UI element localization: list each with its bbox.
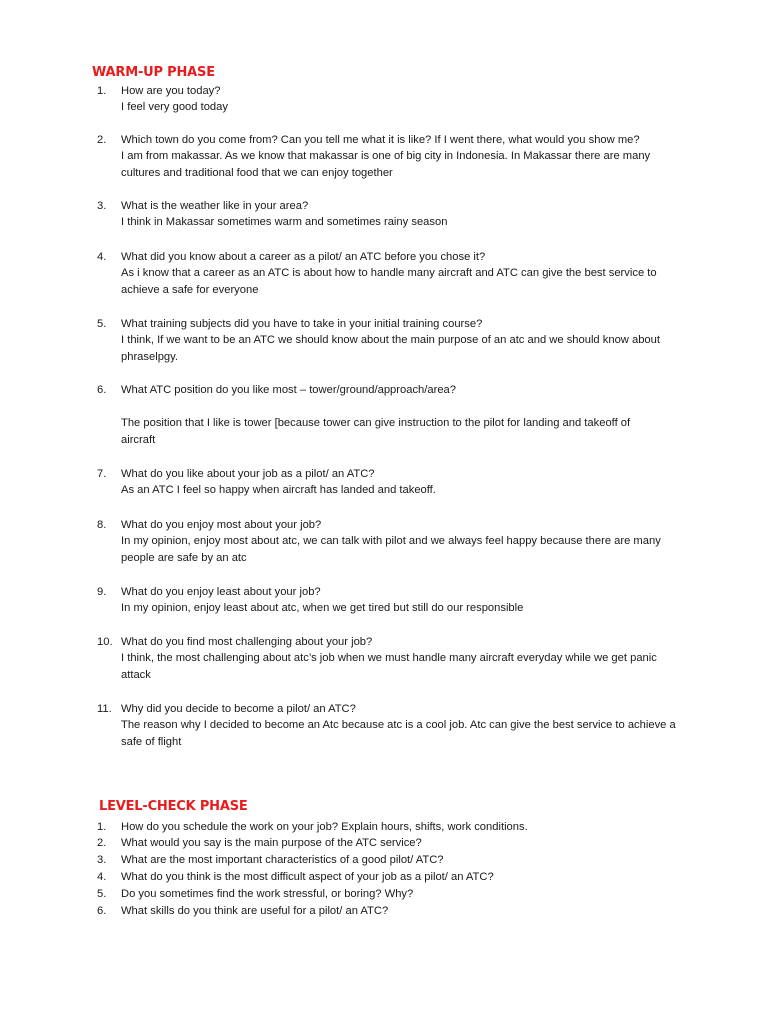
item-number: 9. <box>97 586 107 598</box>
warmup-heading: WARM-UP PHASE <box>92 65 215 80</box>
item-number: 3. <box>97 200 107 212</box>
question-text: What do you enjoy least about your job? <box>121 586 321 598</box>
question-text: What do you enjoy most about your job? <box>121 519 322 531</box>
item-number: 4. <box>97 871 107 883</box>
item-number: 2. <box>97 837 107 849</box>
answer-text: As i know that a career as an ATC is about how to handle many aircraft and ATC can give the best service to achieve a safe for everyone <box>121 267 657 296</box>
question-text: What do you like about your job as a pilot/ an ATC? <box>121 468 375 480</box>
item-number: 8. <box>97 519 107 531</box>
question-text: What training subjects did you have to take in your initial training course? <box>121 318 483 330</box>
item-number: 2. <box>97 134 107 146</box>
question-text: Do you sometimes find the work stressful, or boring? Why? <box>121 888 414 900</box>
question-text: How are you today? <box>121 85 221 97</box>
answer-text: As an ATC I feel so happy when aircraft has landed and takeoff. <box>121 484 436 496</box>
question-text: How do you schedule the work on your job? Explain hours, shifts, work conditions. <box>121 821 528 833</box>
question-text: What skills do you think are useful for a pilot/ an ATC? <box>121 905 389 917</box>
item-number: 5. <box>97 318 107 330</box>
question-text: What are the most important characteristics of a good pilot/ ATC? <box>121 854 444 866</box>
question-text: What ATC position do you like most – tower/ground/approach/area? <box>121 384 456 396</box>
item-number: 10. <box>97 636 113 648</box>
item-number: 1. <box>97 85 107 97</box>
question-text: Why did you decide to become a pilot/ an ATC? <box>121 703 356 715</box>
item-number: 3. <box>97 854 107 866</box>
levelcheck-heading: LEVEL-CHECK PHASE <box>99 799 248 814</box>
question-text: What do you find most challenging about your job? <box>121 636 373 648</box>
answer-text: I feel very good today <box>121 101 228 113</box>
answer-text: The reason why I decided to become an Atc because atc is a cool job. Atc can give the best service to achieve a safe of flight <box>121 719 676 748</box>
item-number: 1. <box>97 821 107 833</box>
question-text: Which town do you come from? Can you tell me what it is like? If I went there, what would you show me? <box>121 134 640 146</box>
question-text: What do you think is the most difficult aspect of your job as a pilot/ an ATC? <box>121 871 494 883</box>
answer-text: I think in Makassar sometimes warm and sometimes rainy season <box>121 216 448 228</box>
item-number: 7. <box>97 468 107 480</box>
item-number: 6. <box>97 384 107 396</box>
item-number: 5. <box>97 888 107 900</box>
question-text: What is the weather like in your area? <box>121 200 309 212</box>
item-number: 6. <box>97 905 107 917</box>
answer-text: In my opinion, enjoy least about atc, when we get tired but still do our responsible <box>121 602 524 614</box>
answer-text: I am from makassar. As we know that makassar is one of big city in Indonesia. In Makassar there are many cultures and traditional food that we can enjoy together <box>121 150 651 179</box>
answer-text: In my opinion, enjoy most about atc, we can talk with pilot and we always feel happy because there are many people are safe by an atc <box>121 535 661 564</box>
answer-text: I think, the most challenging about atc’s job when we must handle many aircraft everyday while we get panic attack <box>121 652 657 681</box>
answer-text: I think, If we want to be an ATC we should know about the main purpose of an atc and we should know about phraselpgy. <box>121 334 660 363</box>
item-number: 11. <box>97 703 112 715</box>
question-text: What would you say is the main purpose of the ATC service? <box>121 837 422 849</box>
answer-text: The position that I like is tower [because tower can give instruction to the pilot for landing and takeoff of aircraft <box>121 417 631 446</box>
item-number: 4. <box>97 251 107 263</box>
question-text: What did you know about a career as a pilot/ an ATC before you chose it? <box>121 251 486 263</box>
